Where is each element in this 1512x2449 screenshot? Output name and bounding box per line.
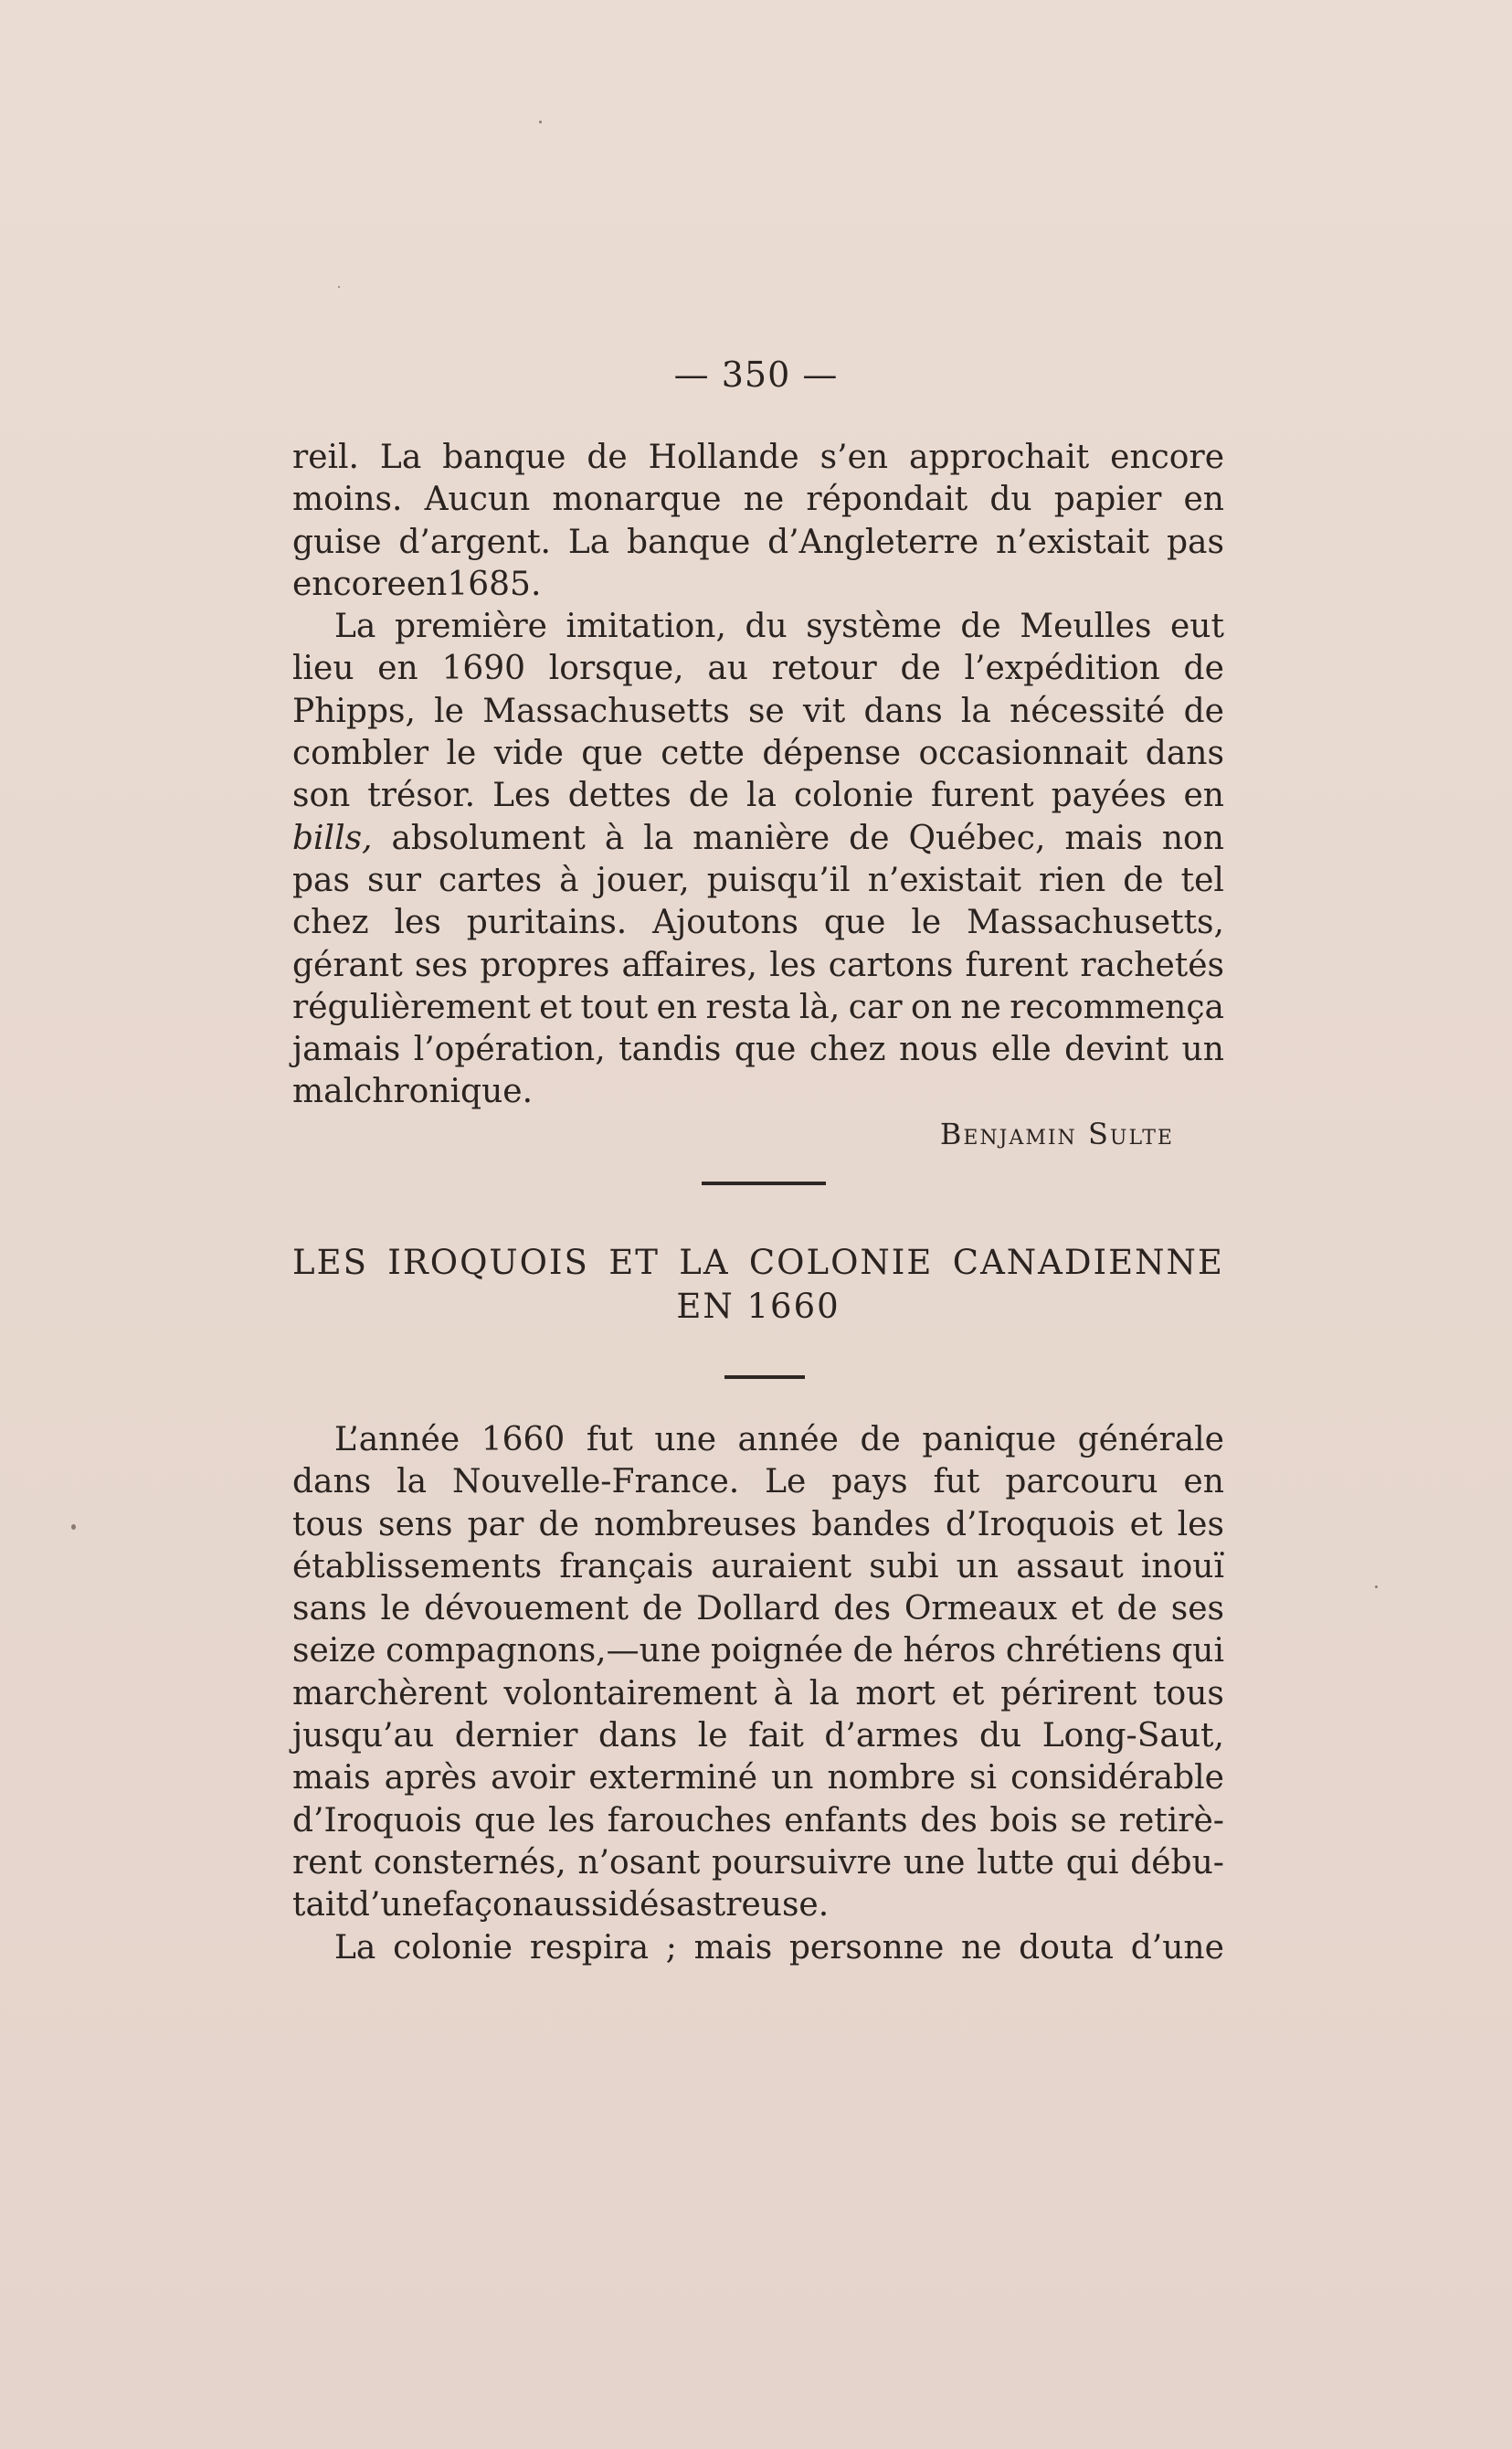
text-line: établissements français auraient subi un assaut inouï — [292, 1547, 1224, 1585]
text-line: pas sur cartes à jouer, puisqu’il n’existait rien de tel — [292, 861, 1224, 899]
text-line: guise d’argent. La banque d’Angleterre n’existait pas — [292, 523, 1224, 561]
article-start-text — [292, 1419, 1224, 1969]
text-line: La colonie respira ; mais personne ne douta d’une — [334, 1928, 1224, 1967]
text-line: seize compagnons,—une poignée de héros chrétiens qui — [292, 1632, 1224, 1670]
paper-speck — [1375, 1585, 1378, 1588]
text-line: Phipps, le Massachusetts se vit dans la nécessité de — [292, 692, 1224, 730]
text-line: chez les puritains. Ajoutons que le Massachusetts, — [292, 904, 1224, 942]
text-line: d’Iroquois que les farouches enfants des bois se retirè- — [292, 1801, 1224, 1839]
text-line: La première imitation, du système de Meulles eut — [334, 608, 1224, 646]
article-end-text — [292, 437, 1224, 1114]
page-number: — 350 — — [673, 355, 839, 395]
section-title — [292, 1241, 1224, 1329]
text-line: dans la Nouvelle-France. Le pays fut parcouru en — [292, 1463, 1224, 1501]
text-line: marchèrent volontairement à la mort et périrent tous — [292, 1674, 1224, 1712]
text-line: L’année 1660 fut une année de panique générale — [334, 1421, 1224, 1458]
text-line: lieu en 1690 lorsque, au retour de l’expédition de — [292, 650, 1224, 688]
section-title-line-2: EN 1660 — [676, 1287, 841, 1326]
text-line: son trésor. Les dettes de la colonie furent payées en — [292, 777, 1224, 815]
text-line: mal chronique. — [292, 1073, 534, 1111]
text-line: mais après avoir exterminé un nombre si considérable — [292, 1759, 1224, 1797]
text-line: jusqu’au dernier dans le fait d’armes du Long-Saut, — [292, 1717, 1224, 1755]
text-line: régulièrement et tout en resta là, car on ne recommença — [292, 988, 1224, 1026]
section-title-line-1: LES IROQUOIS ET LA COLONIE CANADIENNE — [292, 1243, 1224, 1282]
text-line: bills, absolument à la manière de Québec, mais non — [292, 819, 1224, 857]
text-line: gérant ses propres affaires, les cartons furent rachetés — [292, 946, 1224, 984]
text-line: encore en 1685. — [292, 565, 542, 603]
author-signature: Benjamin Sulte — [939, 1117, 1174, 1151]
paper-speck — [71, 1524, 76, 1530]
text-line: combler le vide que cette dépense occasionnait dans — [292, 735, 1224, 773]
text-line: tous sens par de nombreuses bandes d’Iroquois et les — [292, 1505, 1224, 1543]
text-line: rent consternés, n’osant poursuivre une lutte qui débu- — [292, 1843, 1224, 1882]
title-underline-rule — [724, 1375, 805, 1379]
section-divider-rule — [702, 1182, 826, 1185]
text-line: sans le dévouement de Dollard des Ormeaux et de ses — [292, 1590, 1224, 1628]
text-line: moins. Aucun monarque ne répondait du papier en — [292, 481, 1224, 519]
text-line: jamais l’opération, tandis que chez nous elle devint un — [292, 1031, 1224, 1069]
paper-speck — [539, 121, 542, 123]
text-line: tait d’une façon aussi désastreuse. — [292, 1886, 830, 1924]
text-line: reil. La banque de Hollande s’en approchait encore — [292, 439, 1224, 476]
paper-speck — [338, 286, 340, 288]
